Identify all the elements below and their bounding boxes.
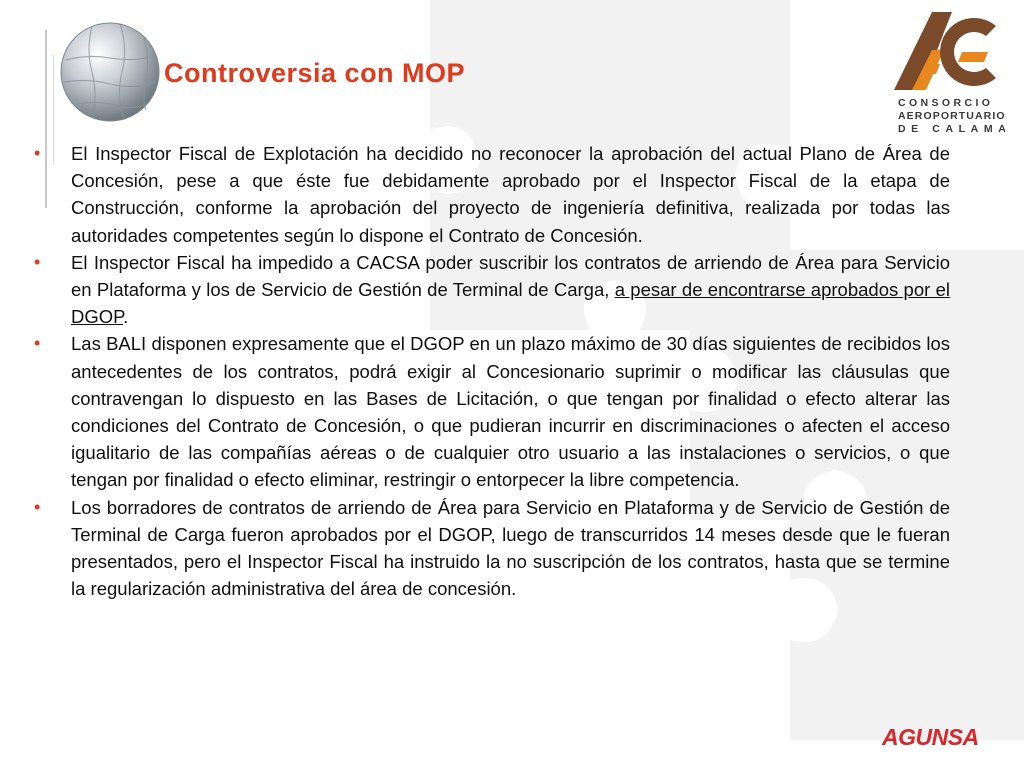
bullet-item <box>34 140 950 249</box>
puzzle-globe-icon <box>58 20 162 124</box>
bullet-text: Los borradores de contratos de arriendo de Área para Servicio en Plataforma y de Servicio de Gestión de Terminal de Carga fueron aprobados por el DGOP, luego de transcurridos 14 meses desde que le fueran presentados, pero el Inspector Fiscal ha instruido la no suscripción de los contratos, hasta que se termine la regularización administrativa del área de concesión. <box>71 496 950 600</box>
slide-title: Controversia con MOP <box>164 58 466 88</box>
bullet-marker: • <box>34 333 41 354</box>
consorcio-logo-text <box>898 97 1012 136</box>
logo-line-3: DE CALAMA <box>898 123 1012 135</box>
underlined-emphasis: a pesar de encontrarse aprobados por el DGOP <box>71 279 951 328</box>
bullet-text: El Inspector Fiscal ha impedido a CACSA poder suscribir los contratos de arriendo de Área para Servicio en Plataforma y los de Servicio de Gestión de Terminal de Carga, <box>71 251 950 301</box>
bullet-marker: • <box>34 251 41 272</box>
bullet-text: Las BALI disponen expresamente que el DGOP en un plazo máximo de 30 días siguientes de recibidos los antecedentes de los contratos, podrá exigir al Concesionario suprimir o modificar las cláusulas que contravengan lo dispuesto en las Bases de Licitación, o que tengan por finalidad o efecto alterar las condiciones del Contrato de Concesión, o que pudieran incurrir en discriminaciones o afecten el acceso igualitario de las compañías aéreas o de cualquier otro usuario a las instalaciones o servicios, o que tengan por finalidad o efecto eliminar, restringir o entorpecer la libre competencia. <box>71 333 950 491</box>
bullet-text-end: . <box>123 306 129 328</box>
bullet-marker: • <box>34 496 41 517</box>
bullet-item <box>34 330 950 493</box>
bullet-list <box>34 140 950 602</box>
agunsa-logo-text: AGUNSA <box>882 724 979 750</box>
bullet-text: El Inspector Fiscal de Explotación ha decidido no reconocer la aprobación del actual Plano de Área de Concesión, pese a que éste fue debidamente aprobado por el Inspector Fiscal de la etapa de Construcción, conforme la aprobación del proyecto de ingeniería definitiva, realizada por todas las autoridades competentes según lo dispone el Contrato de Concesión. <box>71 143 950 246</box>
agunsa-logo <box>880 722 998 750</box>
bullet-item <box>34 494 950 603</box>
logo-line-1: CONSORCIO <box>898 97 994 109</box>
bullet-marker: • <box>34 143 41 163</box>
bullet-item <box>34 249 950 331</box>
consorcio-logo-icon <box>892 6 1012 92</box>
logo-line-2: AEROPORTUARIO <box>898 110 1006 122</box>
